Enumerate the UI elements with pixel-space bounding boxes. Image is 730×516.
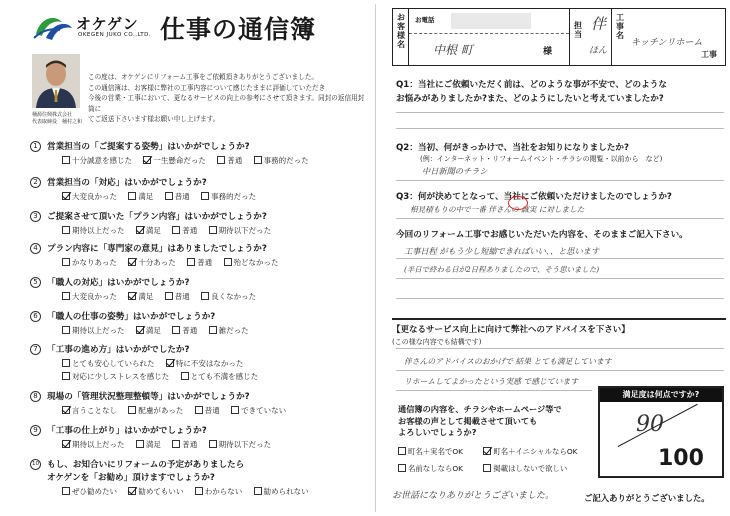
checkbox[interactable]	[165, 192, 173, 200]
checkbox[interactable]	[181, 372, 189, 380]
ceo-signature: 桶源住興株式会社 代表取締役 桶村之和	[32, 112, 83, 125]
checkbox[interactable]	[128, 406, 136, 414]
checkbox[interactable]	[209, 326, 217, 334]
checkbox[interactable]	[483, 464, 491, 472]
q2-answer: 中日新聞のチラシ	[422, 166, 488, 176]
checkbox[interactable]	[62, 226, 70, 234]
customer-info-table	[392, 8, 726, 66]
question-text: 「職人の仕事の姿勢」はいかがでしょうか?	[47, 312, 216, 322]
advice-title: 【更なるサービス向上に向けて弊社へのアドバイスを下さい】	[392, 325, 630, 335]
question-number: 3	[30, 211, 41, 222]
customer-name-value: 中根 町	[433, 43, 473, 57]
question-number: 10	[30, 459, 41, 470]
checkbox[interactable]	[209, 226, 217, 234]
question-text: 「職人の対応」はいかがでしょうか?	[47, 278, 190, 288]
question-number: 2	[30, 177, 41, 188]
closing-text: ご記入ありがとうございました。	[584, 493, 710, 503]
q2-example: (例：インターネット・リフォームイベント・チラシの閲覧・以前から など)	[420, 155, 663, 163]
checkbox[interactable]	[217, 156, 225, 164]
checkbox[interactable]	[62, 372, 70, 380]
score-value: 90	[636, 412, 664, 437]
question-text: 「工事の仕上がり」はいかがでしょうか?	[47, 426, 207, 436]
checkbox[interactable]	[62, 292, 70, 300]
checkbox[interactable]	[62, 156, 70, 164]
checkbox[interactable]	[62, 487, 70, 495]
center-divider	[375, 4, 376, 512]
checkbox[interactable]	[201, 192, 209, 200]
koji-label: 工事名	[616, 13, 624, 40]
phone-label: お電話	[415, 16, 435, 24]
checkbox[interactable]	[165, 292, 173, 300]
q4-answer-2: (半日で終わる日が2日程ありましたので、そう思いました)	[404, 265, 600, 274]
checkbox[interactable]	[195, 487, 203, 495]
checkbox-checked[interactable]	[128, 487, 136, 495]
checkbox[interactable]	[172, 326, 180, 334]
tanto-value: 伴	[591, 15, 607, 33]
ceo-photo	[32, 54, 80, 108]
checkbox[interactable]	[62, 258, 70, 266]
score-title: 満足度は何点ですか?	[600, 388, 722, 402]
checkbox-checked[interactable]	[128, 258, 136, 266]
checkbox[interactable]	[254, 156, 262, 164]
checkbox[interactable]	[62, 326, 70, 334]
advice-answer-2: リホームしてよかったという実感 で感じています	[404, 377, 579, 386]
question-number: 5	[30, 277, 41, 288]
koji-suffix: 工事	[701, 50, 717, 59]
advice-section	[392, 318, 726, 347]
question-text: もし、お知合いにリフォームの予定がありましたら	[47, 460, 245, 470]
question-text: 現場の「管理状況整理整頓等」はいかがでしょうか?	[47, 392, 250, 402]
checkbox-checked[interactable]	[128, 292, 136, 300]
brand-subtitle: OKEGEN JUKO CO.,LTD.	[78, 32, 152, 38]
q1-text: Q1：当社にご依頼いただく前は、どのような事が不安で、どのような	[396, 80, 667, 90]
checkbox[interactable]	[172, 440, 180, 448]
publish-question: 通信簿の内容を、チラシやホームページ等で お客様の声として掲載させて頂いても よろしいでしょうか?	[398, 404, 562, 437]
score-max: 100	[658, 446, 704, 471]
question-number: 8	[30, 391, 41, 402]
q2-text: Q2：当初、何がきっかけで、当社をお知りになりましたか?	[396, 143, 629, 153]
q1-text-2: お悩みがありましたか?また、どのようにしたいと考えていましたか?	[396, 94, 664, 104]
checkbox-checked[interactable]	[143, 156, 151, 164]
checkbox[interactable]	[128, 192, 136, 200]
checkbox[interactable]	[172, 226, 180, 234]
checkbox-checked[interactable]	[483, 447, 491, 455]
question-text: 営業担当の「ご提案する姿勢」はいかがでしょうか?	[47, 142, 250, 152]
advice-answer-1: 伴さんのアドバイスのおかげで 結果 とても満足しています	[404, 357, 612, 366]
publish-options-row-2: 名前なしならOK 掲載はしないで欲しい	[398, 463, 576, 474]
customer-name-label: お客様名	[397, 13, 405, 49]
closing-handwritten: お世話になりありがとうございました。	[392, 491, 555, 501]
checkbox[interactable]	[201, 292, 209, 300]
question-number: 6	[30, 311, 41, 322]
report-card-sheet: オケゲン OKEGEN JUKO CO.,LTD. 仕事の通信簿 この度は、オケゲンにリフォーム工事をご依頼頂きありがとうございました。 この通信簿は、お客様に弊社の工事内容について感じたままに評価していただき 今後の営業・工事において、更なるサービスの向上の参考にさせて頂きます。同封の返信用封筒に てご返送下さいます様お願い申し上げます。 桶源住興株式会社 代表取締役 桶村之和 1 営業担当の「ご提案する姿勢」はいかがでしょうか? 十分誠意を感じた 一生懸命だった 普通 事務的だった 2 営業担当の「対応」はいかがでしょうか? 大変良かった 満足 普通 事務的だった 3 ご提案させて頂いた「プラン内容」はいかがでしょうか? 期待以上だった 満足 普通 期待以下だった 4 プラン内容に「専門家の意見」はありましたでしょうか? かなりあった 十分あった 普通 殆どなかった 5 「職人の対応」はいかがでしょうか? 大変良かった 満足 普通 良くなかった 6 「職人の仕事の姿勢」はいかがでしょうか? 期待以上だった 満足 普通 雑だった 7 「工事の進め方」はいかがでしたか? とても安心していられた 特に不安はなかった 対応に少しストレスを感じた とても不満を感じた 8 現場の「管理状況整理整頓等」はいかがでしょうか? 言うことなし 配慮があった 普通 できていない 9 「工事の仕上がり」はいかがでしょうか? 期待以上だった 満足 普通 期待以下だった 10 もし、お知合いにリフォームの予定がありましたら オケゲンを「お勧め」頂けますでしょうか? ぜひ勧めたい 勧めてもいい わからない 勧められない お客様名 お電話 中根 町 様 担当 伴 ほん 工事名 キッチンリホーム 工事 Q1：当社にご依頼いただく前は、どのような事が不安で、どのような お悩みがありましたか?また、どのようにしたいと考えていましたか? Q2：当初、何がきっかけで、当社をお知りになりましたか? (例：インターネット・リフォームイベント・チラシの閲覧・以前から など) 中日新聞のチラシ Q3：何が決めてとなって、当社にご依頼いただけましたのでしょうか? 相見積もりの中で一番 伴さんの 誠実 に対しました 今回のリフォーム工事でお感じいただいた内容を、そのままご記入下さい。 工事日程 がもう少し短縮できればいい、、と思います (半日で終わる日が2日程ありましたので、そう思いました) 【更なるサービス向上に向けて弊社へのアドバイスを下さい】 (この様な内容でも結構です) 伴さんのアドバイスのおかげで 結果 とても満足しています リホームしてよかったという実感 で感じています 通信簿の内容を、チラシやホームページ等で お客様の声として掲載させて頂いても よろしいでしょうか? 町名＋実名でOK 町名＋イニシャルならOK 名前なしならOK 掲載はしないで欲しい 満足度は何点ですか? 90 100 お世話になりありがとうございました。 ご記入ありがとうございました。	[0, 0, 730, 516]
question-number: 4	[30, 243, 41, 254]
satisfaction-score-box	[598, 386, 724, 478]
checkbox[interactable]	[398, 464, 406, 472]
red-circle-mark	[508, 196, 528, 210]
checkbox[interactable]	[62, 359, 70, 367]
page-title: 仕事の通信簿	[160, 15, 317, 44]
question-text: 「工事の進め方」はいかがでしたか?	[47, 345, 190, 355]
checkbox[interactable]	[254, 487, 262, 495]
checkbox-checked[interactable]	[62, 440, 70, 448]
checkbox[interactable]	[195, 406, 203, 414]
q4-answer-1: 工事日程 がもう少し短縮できればいい、、と思います	[404, 246, 600, 256]
question-number: 7	[30, 344, 41, 355]
question-text: プラン内容に「専門家の意見」はありましたでしょうか?	[47, 244, 267, 254]
sama-label: 様	[543, 47, 553, 57]
q4-text: 今回のリフォーム工事でお感じいただいた内容を、そのままご記入下さい。	[396, 230, 688, 240]
question-number: 9	[30, 425, 41, 436]
checkbox-checked[interactable]	[136, 326, 144, 334]
okegen-logo-icon	[32, 12, 76, 42]
phone-redacted	[451, 13, 531, 29]
checkbox-checked[interactable]	[62, 406, 70, 414]
tanto-label: 担当	[574, 21, 582, 39]
checkbox[interactable]	[398, 447, 406, 455]
checkbox[interactable]	[136, 440, 144, 448]
checkbox-checked[interactable]	[136, 226, 144, 234]
checkbox[interactable]	[187, 258, 195, 266]
question-text-2: オケゲンを「お勧め」頂けますでしょうか?	[47, 473, 215, 483]
checkbox-checked[interactable]	[62, 192, 70, 200]
publish-options-row-1: 町名＋実名でOK 町名＋イニシャルならOK	[398, 446, 587, 457]
question-text: ご提案させて頂いた「プラン内容」はいかがでしょうか?	[47, 212, 267, 222]
q3-text: Q3：何が決めてとなって、当社にご依頼いただけましたのでしょうか?	[396, 192, 672, 202]
q3-answer: 相見積もりの中で一番 伴さんの 誠実 に対しました	[410, 205, 585, 214]
advice-example: (この様な内容でも結構です)	[392, 338, 482, 346]
koji-value: キッチンリホーム	[631, 38, 703, 48]
checkbox-checked[interactable]	[166, 359, 174, 367]
question-number: 1	[30, 141, 41, 152]
tanto-reading: ほん	[589, 46, 608, 56]
checkbox[interactable]	[224, 258, 232, 266]
question-text: 営業担当の「対応」はいかがでしょうか?	[47, 178, 207, 188]
intro-text: この度は、オケゲンにリフォーム工事をご依頼頂きありがとうございました。 この通信簿は、お客様に弊社の工事内容について感じたままに評価していただき 今後の営業・工事において、更なるサービスの向上の参考にさせて頂きます。同封の返信用封筒に てご返送下さいます様お願い申し上げます。	[88, 73, 365, 123]
checkbox[interactable]	[209, 440, 217, 448]
brand-name: オケゲン	[76, 15, 139, 33]
checkbox[interactable]	[231, 406, 239, 414]
